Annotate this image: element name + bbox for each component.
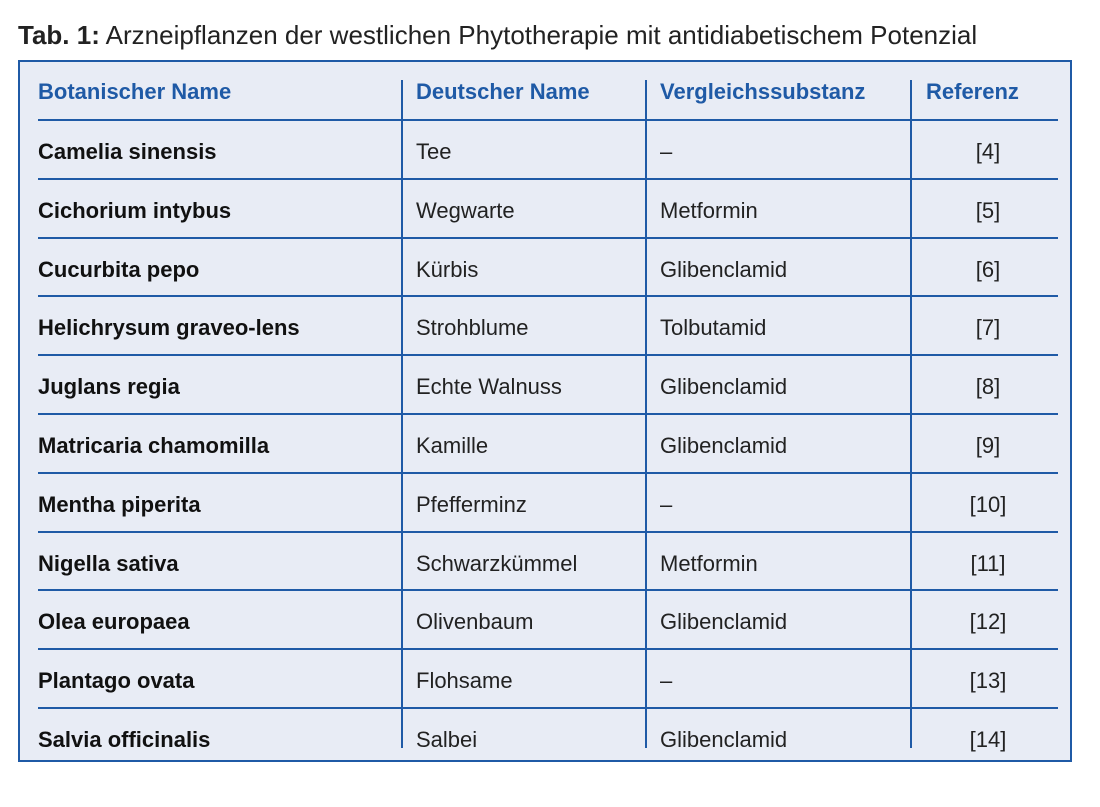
- cell-botanical-name: Helichrysum graveo-lens: [38, 315, 300, 341]
- cell-botanical-name: Mentha piperita: [38, 491, 201, 517]
- caption-label: Tab. 1:: [18, 20, 100, 50]
- cell-comparison-substance: Glibenclamid: [660, 727, 788, 752]
- header-german-name: Deutscher Name: [416, 79, 590, 104]
- cell-german-name: Kamille: [416, 433, 489, 458]
- cell-german-name: Schwarzkümmel: [416, 550, 578, 576]
- row-divider: [38, 295, 1058, 297]
- cell-german-name: Wegwarte: [416, 197, 515, 223]
- cell-german-name: Tee: [416, 139, 452, 164]
- cell-comparison-substance: Tolbutamid: [660, 315, 767, 341]
- header-botanical-name: Botanischer Name: [38, 79, 232, 104]
- cell-botanical-name: Salvia officinalis: [38, 727, 211, 752]
- cell-botanical-name: Plantago ovata: [38, 668, 195, 694]
- row-divider: [38, 237, 1058, 239]
- cell-german-name: Pfefferminz: [416, 491, 527, 517]
- cell-comparison-substance: –: [660, 139, 673, 164]
- cell-comparison-substance: –: [660, 491, 673, 517]
- row-divider: [38, 531, 1058, 533]
- cell-german-name: Olivenbaum: [416, 609, 534, 635]
- row-divider: [38, 119, 1058, 121]
- row-divider: [38, 178, 1058, 180]
- cell-german-name: Salbei: [416, 727, 478, 752]
- header-comparison-substance: Vergleichssubstanz: [660, 79, 866, 104]
- cell-botanical-name: Cichorium intybus: [38, 197, 232, 223]
- row-divider: [38, 707, 1058, 709]
- cell-botanical-name: Nigella sativa: [38, 550, 179, 576]
- cell-comparison-substance: Metformin: [660, 550, 758, 576]
- cell-botanical-name: Olea europaea: [38, 609, 190, 635]
- cell-comparison-substance: –: [660, 668, 673, 694]
- cell-reference: [12]: [969, 609, 1007, 635]
- cell-reference: [10]: [969, 491, 1007, 517]
- row-divider: [38, 354, 1058, 356]
- row-divider: [38, 413, 1058, 415]
- cell-german-name: Strohblume: [416, 315, 529, 341]
- cell-reference: [9]: [975, 433, 1001, 458]
- cell-reference: [4]: [975, 139, 1001, 164]
- cell-comparison-substance: Glibenclamid: [660, 374, 788, 400]
- caption-text: Arzneipflanzen der westlichen Phytotherapie mit antidiabetischem Potenzial: [105, 20, 978, 50]
- row-divider: [38, 472, 1058, 474]
- cell-german-name: Echte Walnuss: [416, 374, 562, 400]
- cell-botanical-name: Matricaria chamomilla: [38, 433, 270, 458]
- cell-reference: [5]: [975, 197, 1001, 223]
- row-divider: [38, 648, 1058, 650]
- cell-comparison-substance: Metformin: [660, 197, 758, 223]
- cell-comparison-substance: Glibenclamid: [660, 256, 788, 282]
- cell-botanical-name: Camelia sinensis: [38, 139, 217, 164]
- row-divider: [38, 589, 1058, 591]
- cell-reference: [13]: [969, 668, 1007, 694]
- cell-botanical-name: Cucurbita pepo: [38, 256, 200, 282]
- cell-german-name: Flohsame: [416, 668, 513, 694]
- cell-comparison-substance: Glibenclamid: [660, 433, 788, 458]
- cell-reference: [8]: [975, 374, 1001, 400]
- table-caption: [18, 18, 977, 52]
- cell-reference: [7]: [975, 315, 1001, 341]
- header-reference: Referenz: [926, 79, 1019, 104]
- data-table: [18, 60, 1072, 762]
- cell-comparison-substance: Glibenclamid: [660, 609, 788, 635]
- cell-botanical-name: Juglans regia: [38, 374, 180, 400]
- cell-reference: [11]: [970, 550, 1006, 576]
- cell-reference: [6]: [975, 256, 1001, 282]
- cell-reference: [14]: [969, 727, 1007, 752]
- cell-german-name: Kürbis: [416, 256, 479, 282]
